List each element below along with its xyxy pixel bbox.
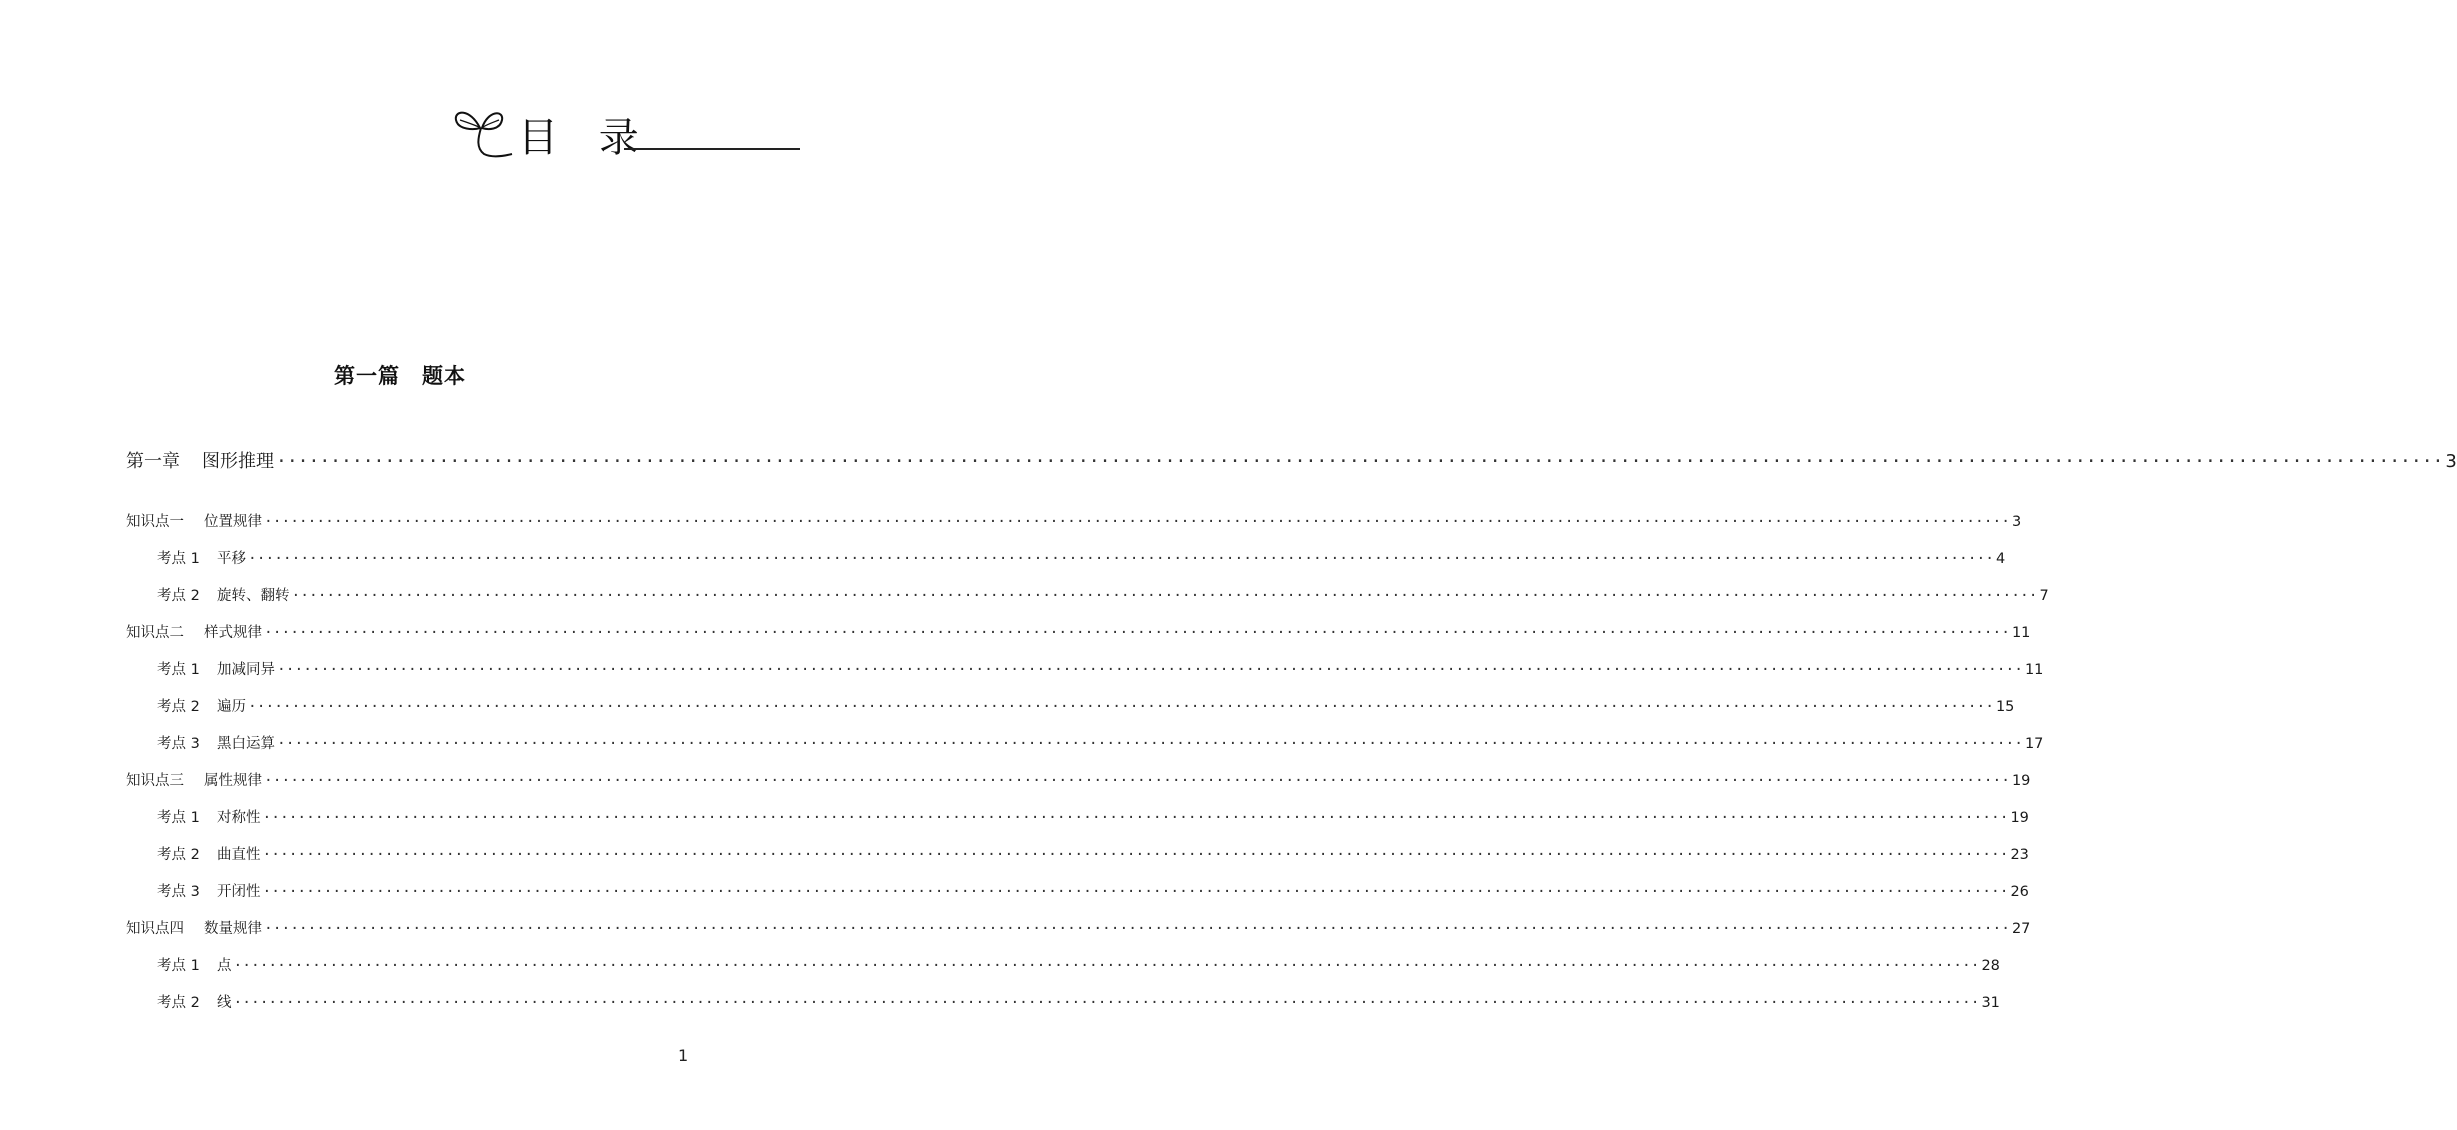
toc-entry-label [157, 954, 232, 975]
toc-entry-number: 考点 2 [157, 588, 200, 604]
toc-entry-label [157, 584, 290, 605]
toc-entry-label [126, 769, 262, 790]
toc-entry-label [157, 880, 261, 901]
toc-exam-row[interactable] [157, 843, 2029, 864]
toc-exam-row[interactable] [157, 954, 2000, 975]
dot-leader: ········································································································································································································ [262, 847, 2009, 863]
toc-entry-label [157, 991, 232, 1012]
toc-entry-page: 19 [2011, 773, 2031, 789]
toc-entry-label [157, 732, 275, 753]
dot-leader: ········································································································································································································ [262, 810, 2009, 826]
toc-entry-label [157, 547, 246, 568]
toc-header [452, 100, 800, 170]
dot-leader: ········································································································································································································ [264, 625, 2010, 641]
toc-entry-number: 考点 2 [157, 699, 200, 715]
toc-entry-number: 知识点二 [126, 625, 184, 641]
toc-entry-page: 3 [2445, 451, 2457, 472]
toc-exam-row[interactable] [157, 695, 2015, 716]
dot-leader: ········································································································································································································ [233, 958, 1980, 974]
toc-entry-page: 26 [2010, 884, 2029, 900]
toc-entry-title: 遍历 [217, 699, 246, 715]
toc-chapter-row[interactable] [126, 447, 2457, 473]
toc-entry-label [126, 510, 262, 531]
toc-entry-page: 31 [1981, 995, 2000, 1011]
dot-leader: ········································································································································································································ [277, 662, 2023, 678]
toc-entry-title: 数量规律 [204, 921, 262, 937]
toc-exam-row[interactable] [157, 732, 2044, 753]
toc-entry-page: 11 [2024, 662, 2044, 678]
toc-entry-title: 样式规律 [204, 625, 262, 641]
sprout-icon [452, 100, 512, 164]
toc-entry-page: 11 [2011, 625, 2031, 641]
toc-exam-row[interactable] [157, 880, 2029, 901]
toc-entry-label [157, 658, 275, 679]
toc-entry-number: 知识点四 [126, 921, 184, 937]
dot-leader: ········································································································································································································ [262, 884, 2009, 900]
toc-entry-label [157, 806, 261, 827]
toc-entry-number: 知识点一 [126, 514, 184, 530]
toc-entry-number: 考点 1 [157, 810, 200, 826]
toc-entry-title: 黑白运算 [217, 736, 275, 752]
toc-entry-title: 点 [217, 958, 232, 974]
toc-knowledge-row[interactable] [126, 621, 2031, 642]
toc-exam-row[interactable] [157, 584, 2049, 605]
toc-entry-number: 考点 3 [157, 736, 200, 752]
dot-leader: ········································································································································································································ [276, 451, 2444, 472]
toc-entry-title: 图形推理 [202, 451, 274, 472]
toc-entry-title: 属性规律 [204, 773, 262, 789]
toc-entry-number: 考点 1 [157, 662, 200, 678]
toc-entry-title: 平移 [217, 551, 246, 567]
toc-entry-number: 考点 1 [157, 551, 200, 567]
toc-entry-label [157, 843, 261, 864]
toc-knowledge-row[interactable] [126, 510, 2022, 531]
part-name: 题本 [422, 363, 466, 388]
toc-entry-page: 19 [2010, 810, 2029, 826]
dot-leader: ········································································································································································································ [264, 773, 2010, 789]
part-number: 第一篇 [334, 363, 400, 388]
toc-entry-page: 3 [2011, 514, 2022, 530]
part-title [0, 360, 800, 390]
toc-exam-row[interactable] [157, 658, 2044, 679]
toc-exam-row[interactable] [157, 547, 2006, 568]
page-number: 1 [678, 1046, 689, 1065]
toc-entry-number: 考点 2 [157, 995, 200, 1011]
toc-entry-title: 开闭性 [217, 884, 261, 900]
toc-entry-page: 17 [2024, 736, 2044, 752]
toc-entry-page: 23 [2010, 847, 2029, 863]
dot-leader: ········································································································································································································ [248, 699, 1994, 715]
toc-entry-page: 15 [1995, 699, 2015, 715]
toc-entry-title: 线 [217, 995, 232, 1011]
toc-exam-row[interactable] [157, 806, 2029, 827]
toc-entry-label [126, 447, 274, 473]
dot-leader: ········································································································································································································ [248, 551, 1994, 567]
toc-entry-number: 考点 3 [157, 884, 200, 900]
dot-leader: ········································································································································································································ [291, 588, 2038, 604]
toc-entry-title: 位置规律 [204, 514, 262, 530]
dot-leader: ········································································································································································································ [277, 736, 2023, 752]
toc-entry-label [126, 917, 262, 938]
toc-entry-title: 旋转、翻转 [217, 588, 290, 604]
toc-entry-page: 7 [2039, 588, 2049, 604]
toc-entry-page: 28 [1981, 958, 2000, 974]
toc-entry-number: 考点 2 [157, 847, 200, 863]
dot-leader: ········································································································································································································ [264, 514, 2010, 530]
toc-entry-title: 曲直性 [217, 847, 261, 863]
toc-entry-title: 对称性 [217, 810, 261, 826]
header-rule [624, 148, 800, 150]
toc-knowledge-row[interactable] [126, 769, 2031, 790]
toc-knowledge-row[interactable] [126, 917, 2031, 938]
dot-leader: ········································································································································································································ [264, 921, 2010, 937]
toc-entry-number: 知识点三 [126, 773, 184, 789]
toc-entry-label [126, 621, 262, 642]
dot-leader: ········································································································································································································ [233, 995, 1980, 1011]
toc-entry-title: 加减同异 [217, 662, 275, 678]
toc-entry-number: 考点 1 [157, 958, 200, 974]
page-title: 目 录 [518, 115, 653, 161]
toc-entry-label [157, 695, 246, 716]
toc-entry-page: 27 [2011, 921, 2031, 937]
toc-entry-number: 第一章 [126, 451, 180, 472]
toc-entry-page: 4 [1995, 551, 2006, 567]
toc-exam-row[interactable] [157, 991, 2000, 1012]
